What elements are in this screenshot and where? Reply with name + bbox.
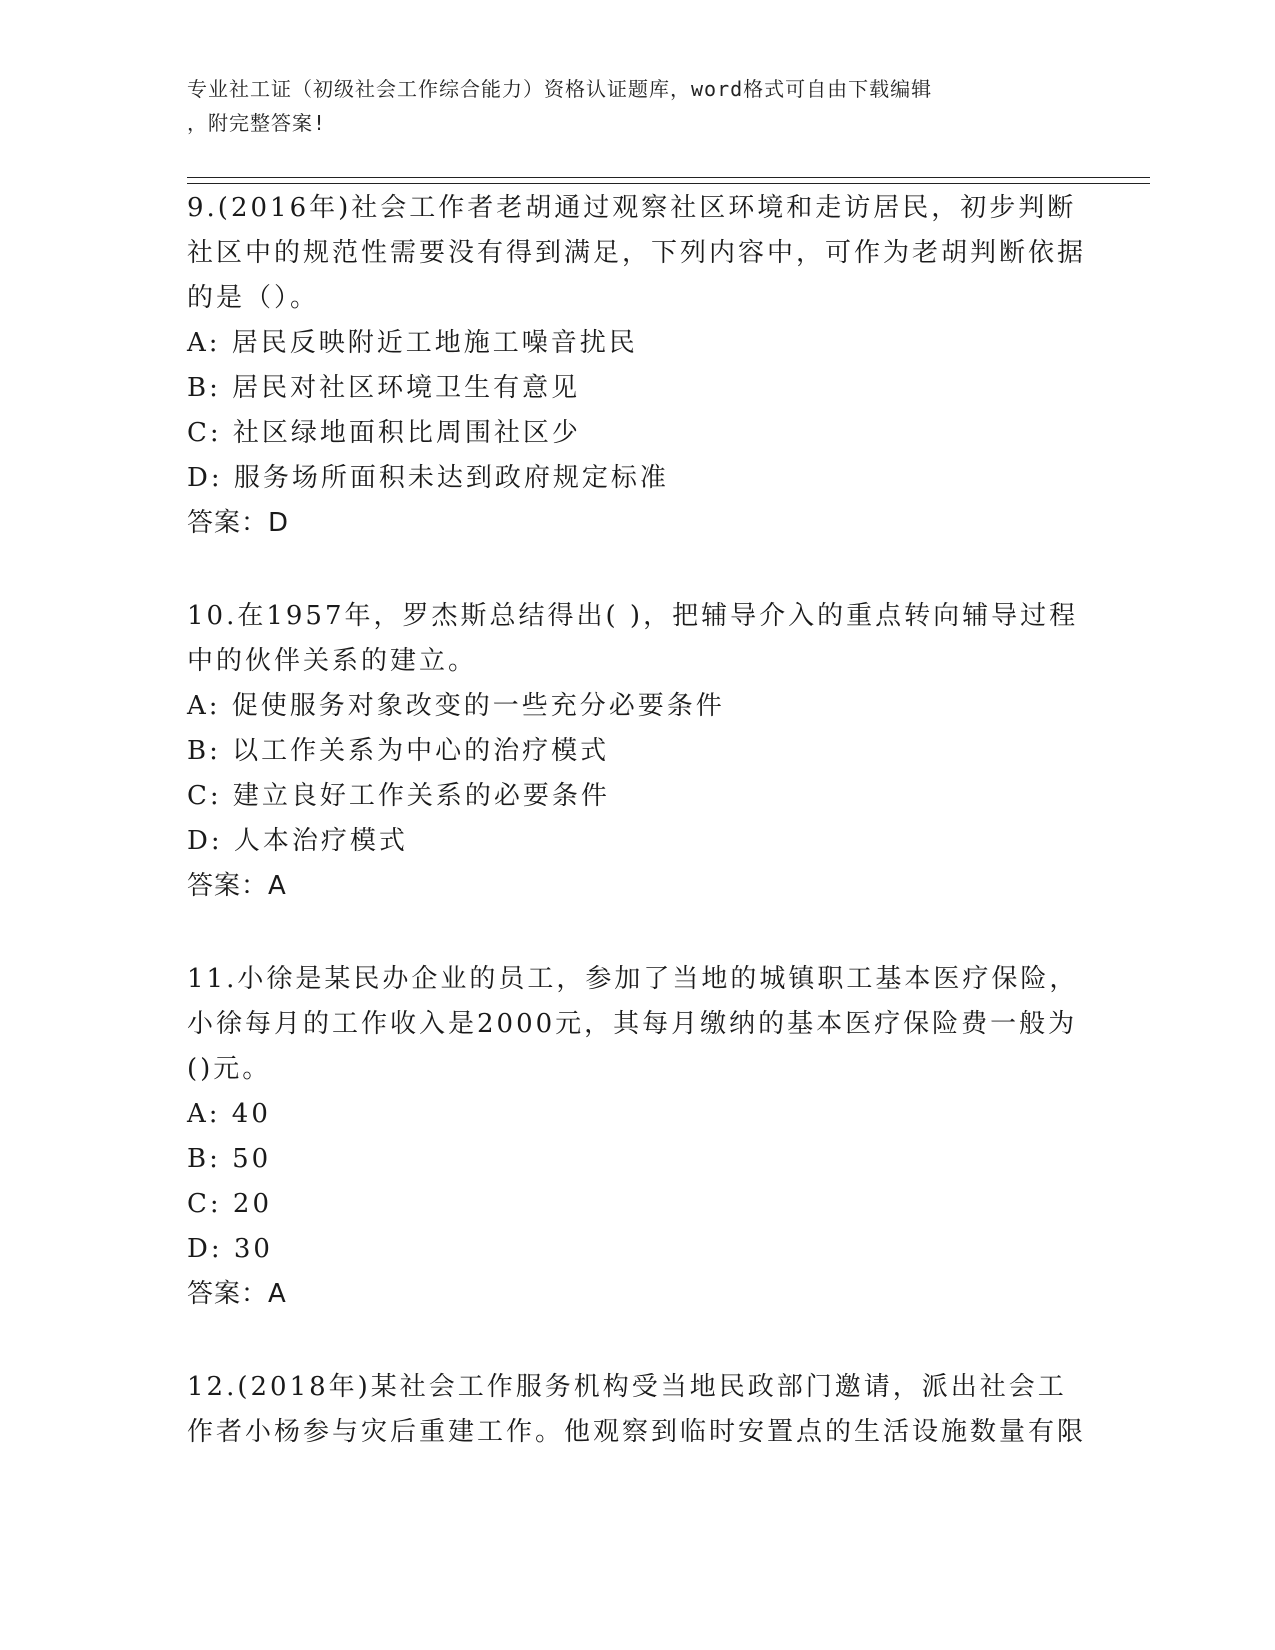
question-11 (187, 957, 1087, 1317)
question-10 (187, 594, 1087, 909)
answer-line: 答案：A (187, 871, 287, 901)
answer-line: 答案：D (187, 508, 290, 538)
option-b: B: 以工作关系为中心的治疗模式 (187, 736, 610, 766)
option-d: D: 人本治疗模式 (187, 826, 408, 856)
option-b: B: 50 (187, 1144, 272, 1174)
question-stem: 9.(2016年)社会工作者老胡通过观察社区环境和走访居民，初步判断社区中的规范性需要没有得到满足，下列内容中，可作为老胡判断依据的是（）。 (187, 193, 1087, 313)
question-12 (187, 1365, 1087, 1455)
question-stem: 12.(2018年)某社会工作服务机构受当地民政部门邀请，派出社会工作者小杨参与灾后重建工作。他观察到临时安置点的生活设施数量有限 (187, 1372, 1087, 1447)
question-9 (187, 186, 1087, 546)
option-a: A: 居民反映附近工地施工噪音扰民 (187, 328, 638, 358)
header-divider-bottom (187, 183, 1150, 184)
option-c: C: 社区绿地面积比周围社区少 (187, 418, 581, 448)
option-d: D: 30 (187, 1234, 273, 1264)
option-d: D: 服务场所面积未达到政府规定标准 (187, 463, 669, 493)
option-c: C: 20 (187, 1189, 273, 1219)
question-stem: 10.在1957年，罗杰斯总结得出( )，把辅导介入的重点转向辅导过程中的伙伴关系的建立。 (187, 601, 1079, 676)
option-a: A: 40 (187, 1099, 271, 1129)
option-a: A: 促使服务对象改变的一些充分必要条件 (187, 691, 725, 721)
option-c: C: 建立良好工作关系的必要条件 (187, 781, 610, 811)
question-list (187, 186, 1087, 1503)
header-line-1: 专业社工证（初级社会工作综合能力）资格认证题库，word格式可自由下载编辑 (187, 77, 933, 101)
answer-line: 答案：A (187, 1279, 287, 1309)
header-line-2: ，附完整答案! (187, 111, 327, 135)
question-stem: 11.小徐是某民办企业的员工，参加了当地的城镇职工基本医疗保险，小徐每月的工作收入是2000元，其每月缴纳的基本医疗保险费一般为()元。 (187, 964, 1079, 1084)
header-divider-top (187, 177, 1150, 178)
option-b: B: 居民对社区环境卫生有意见 (187, 373, 581, 403)
document-header (187, 72, 1067, 140)
